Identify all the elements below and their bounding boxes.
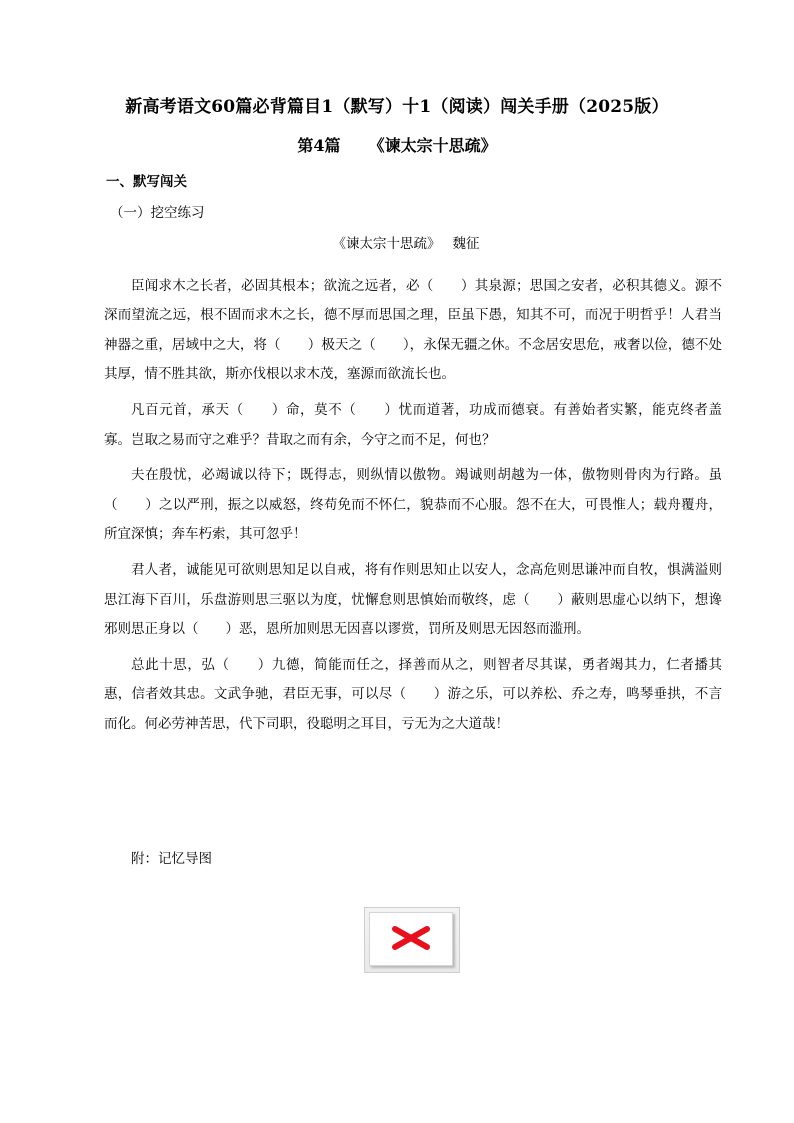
poem-heading xyxy=(0,234,794,254)
text-body xyxy=(104,272,722,739)
poem-author: 魏征 xyxy=(452,236,480,252)
paragraph: 臣闻求木之长者，必固其根本；欲流之远者，必（ ）其泉源；思国之安者，必积其德义。源不深而望流之远，根不固而求木之长，德不厚而思国之理，臣虽下愚，知其不可，而况于明哲乎！人君当神器之重，居域中之大，将（ ）极天之（ ），永保无疆之休。不念居安思危，戒奢以俭，德不处其厚，情不胜其欲，斯亦伐根以求木茂，塞源而欲流长也。 xyxy=(104,278,722,383)
paragraph: 总此十思，弘（ ）九德，简能而任之，择善而从之，则智者尽其谋，勇者竭其力，仁者播其惠，信者效其忠。文武争驰，君臣无事，可以尽（ ）游之乐，可以养松、乔之寿，鸣琴垂拱，不言而化。何必劳神苦思，代下司职，役聪明之耳目，亏无为之大道哉！ xyxy=(104,656,722,732)
paragraph: 君人者，诚能见可欲则思知足以自戒，将有作则思知止以安人，念高危则思谦冲而自牧，惧满溢则思江海下百川，乐盘游则思三驱以为度，忧懈怠则思慎始而敬终，虑（ ）蔽则思虚心以纳下，想谗邪则思正身以（ ）恶，恩所加则思无因喜以谬赏，罚所及则思无因怒而滥刑。 xyxy=(104,562,722,637)
poem-title: 《谏太宗十思疏》 xyxy=(332,236,441,252)
subsection-heading: （一）挖空练习 xyxy=(110,205,205,221)
chapter-name: 《谏太宗十思疏》 xyxy=(368,136,497,155)
memory-map-image xyxy=(364,907,460,973)
paragraph: 凡百元首，承天（ ）命，莫不（ ）忧而道著，功成而德衰。有善始者实繁，能克终者盖寡。岂取之易而守之难乎？昔取之而有余，今守之而不足，何也？ xyxy=(104,402,722,448)
paragraph: 夫在殷忧，必竭诚以待下；既得志，则纵情以傲物。竭诚则胡越为一体，傲物则骨肉为行路。虽（ ）之以严刑，振之以威怒，终苟免而不怀仁，貌恭而不心服。怨不在大，可畏惟人；载舟覆舟，所宜深慎；奔车朽索，其可忽乎！ xyxy=(104,467,722,543)
broken-image-icon xyxy=(391,925,431,951)
section-heading: 一、默写闯关 xyxy=(106,174,187,190)
document-title: 新高考语文60篇必背篇目1（默写）十1（阅读）闯关手册（2025版） xyxy=(125,97,669,117)
chapter-heading xyxy=(0,134,794,158)
appendix-label: 附：记忆导图 xyxy=(131,851,212,867)
chapter-label: 第4篇 xyxy=(297,136,341,155)
